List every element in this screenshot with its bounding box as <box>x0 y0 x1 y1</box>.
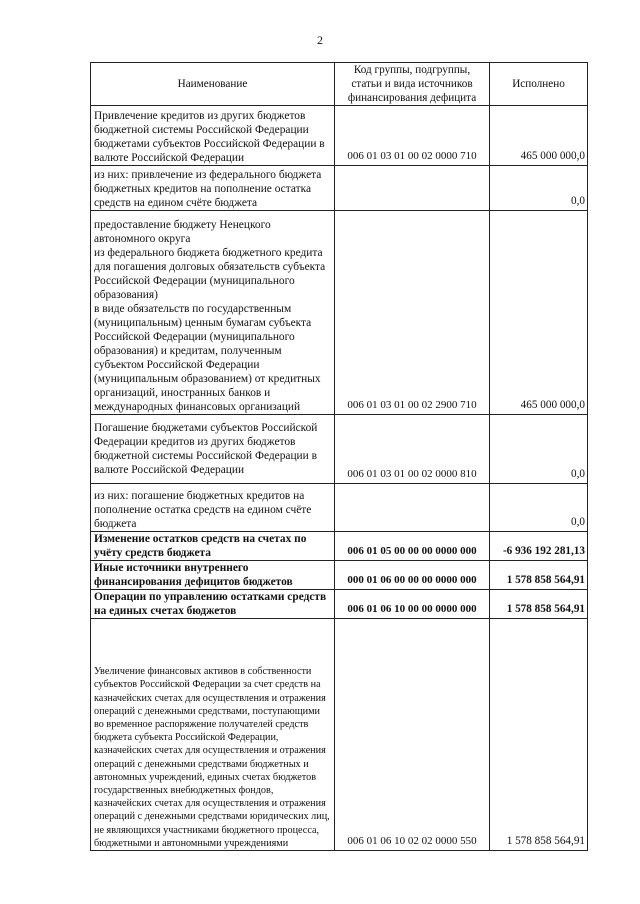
table-row <box>91 106 588 166</box>
table-row <box>91 415 588 484</box>
row-code <box>335 484 490 532</box>
row-code: 006 01 06 10 00 00 0000 000 <box>335 590 490 619</box>
financing-sources-table <box>90 62 588 851</box>
row-name-cell <box>91 619 335 851</box>
row-name: Погашение бюджетами субъектов Российской Федерации кредитов из других бюджетов бюджетной системы Российской Федерации в валюте Российской Федерации <box>91 415 335 484</box>
table-row <box>91 532 588 561</box>
row-name: Увеличение финансовых активов в собственности субъектов Российской Федерации за счет средств на казначейских счетах для осуществления и отражения операций с денежными средствами, поступающими во временное распоряжение получателей средств бюджета субъекта Российской Федерации, казначейских счетах для осуществления и отражения операций с денежными средствами бюджетных и автономных учреждений, единых счетах бюджетов государственных внебюджетных фондов, казначейских счетах для осуществления и отражения операций с денежными средствами юридических лиц, не являющихся участниками бюджетного процесса, бюджетными и автономными учреждениями <box>94 666 330 849</box>
header-executed: Исполнено <box>490 63 588 106</box>
row-amount: 465 000 000,0 <box>490 106 588 166</box>
row-amount: 0,0 <box>490 166 588 211</box>
row-name: предоставление бюджету Ненецкого автономного округа <box>94 219 271 245</box>
row-amount: 1 578 858 564,91 <box>490 561 588 590</box>
row-amount: 1 578 858 564,91 <box>490 590 588 619</box>
row-name: из них: погашение бюджетных кредитов на пополнение остатка средств на едином счёте бюджета <box>91 484 335 532</box>
row-code: 006 01 03 01 00 02 0000 810 <box>335 415 490 484</box>
row-amount: 0,0 <box>490 415 588 484</box>
row-name: из них: привлечение из федерального бюджета бюджетных кредитов на пополнение остатка средств на едином счёте бюджета <box>91 166 335 211</box>
row-amount: 465 000 000,0 <box>490 211 588 415</box>
table-row <box>91 561 588 590</box>
table-row <box>91 619 588 851</box>
row-code: 006 01 03 01 00 02 2900 710 <box>335 211 490 415</box>
header-name: Наименование <box>91 63 335 106</box>
row-name-part3: в виде обязательств по государственным (муниципальным) ценным бумагам субъекта Российской Федерации (муниципального образования) и кредитам, полученным субъектом Российской Федерации (муниципальным образованием) от кредитных организаций, иностранных банков и международных финансовых организаций <box>94 303 321 413</box>
table-row <box>91 590 588 619</box>
row-name: Изменение остатков средств на счетах по учёту средств бюджета <box>91 532 335 561</box>
page-number: 2 <box>317 33 323 47</box>
row-code: 006 01 05 00 00 00 0000 000 <box>335 532 490 561</box>
row-spacer <box>94 655 331 665</box>
row-code: 006 01 06 10 02 02 0000 550 <box>335 619 490 851</box>
row-name-cell <box>91 211 335 415</box>
row-code: 006 01 03 01 00 02 0000 710 <box>335 106 490 166</box>
row-code: 000 01 06 00 00 00 0000 000 <box>335 561 490 590</box>
row-code <box>335 166 490 211</box>
table-row <box>91 484 588 532</box>
table-row <box>91 211 588 415</box>
row-name: Иные источники внутреннего финансирования дефицитов бюджетов <box>91 561 335 590</box>
row-amount: 1 578 858 564,91 <box>490 619 588 851</box>
table-row <box>91 166 588 211</box>
row-name: Привлечение кредитов из других бюджетов бюджетной системы Российской Федерации бюджетами субъектов Российской Федерации в валюте Российской Федерации <box>91 106 335 166</box>
row-amount: 0,0 <box>490 484 588 532</box>
header-code: Код группы, подгруппы, статьи и вида источников финансирования дефицита <box>335 63 490 106</box>
row-name: Операции по управлению остатками средств на единых счетах бюджетов <box>91 590 335 619</box>
row-name-part2: из федерального бюджета бюджетного кредита для погашения долговых обязательств субъекта Российской Федерации (муниципального образования) <box>94 247 326 301</box>
table-header-row <box>91 63 588 106</box>
row-amount: -6 936 192 281,13 <box>490 532 588 561</box>
